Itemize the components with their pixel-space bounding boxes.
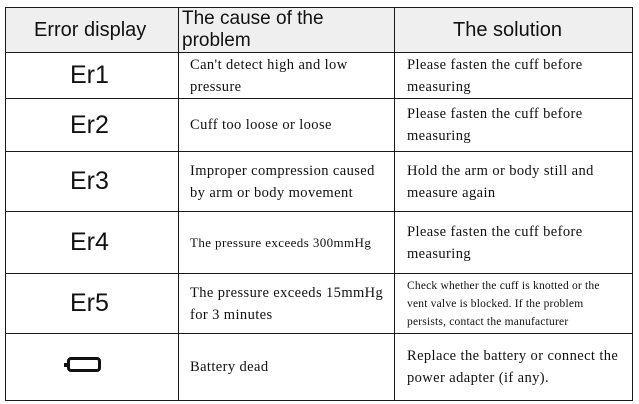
table-row [6,334,633,401]
solution-line: persists, contact the manufacturer [407,315,569,328]
solution-line: Please fasten the cuff before [407,56,583,73]
error-code: Er4 [6,212,179,274]
solution-line: vent valve is blocked. If the problem [407,297,584,310]
solution-line: Please fasten the cuff before [407,106,583,122]
cause-line: Cuff too loose or loose [190,117,332,133]
cause-line: Improper compression caused [190,162,375,179]
cause-line: The pressure exceeds 15mmHg [190,284,384,301]
table-row [6,152,633,212]
solution-cell [395,212,633,274]
solution-cell [395,334,633,401]
header-row [6,8,633,53]
error-code: Er2 [6,99,179,152]
cause-line: for 3 minutes [190,306,273,323]
solution-cell [395,53,633,99]
solution-line: power adapter (if any). [407,370,550,386]
cause-cell [179,53,395,99]
table-row [6,274,633,334]
cause-cell [179,274,395,334]
battery-cell [6,334,179,401]
cause-line: Can't detect high and low [190,56,348,73]
solution-line: Please fasten the cuff before [407,223,583,240]
error-table [5,7,633,401]
solution-line: Hold the arm or body still and [407,162,594,179]
header-error-display: Error display [6,8,179,53]
battery-icon [67,357,101,372]
error-code: Er1 [6,53,179,99]
solution-line: measuring [407,78,472,95]
error-code: Er3 [6,152,179,212]
cause-cell [179,152,395,212]
solution-line: Check whether the cuff is knotted or the [407,279,600,292]
cause-cell [179,99,395,152]
cause-line: The pressure exceeds 300mmHg [190,234,372,250]
table-row [6,212,633,274]
error-code: Er5 [6,274,179,334]
cause-cell [179,334,395,401]
solution-cell [395,99,633,152]
header-cause: The cause of the problem [179,8,395,53]
header-solution: The solution [395,8,633,53]
table-row [6,53,633,99]
solution-line: measure again [407,184,496,201]
cause-line: by arm or body movement [190,184,354,201]
cause-line: pressure [190,78,242,95]
solution-line: measuring [407,128,472,144]
solution-cell [395,274,633,334]
cause-line: Battery dead [190,359,269,375]
table-row [6,99,633,152]
solution-line: Replace the battery or connect the [407,348,619,364]
cause-cell [179,212,395,274]
solution-line: measuring [407,245,472,262]
solution-cell [395,152,633,212]
